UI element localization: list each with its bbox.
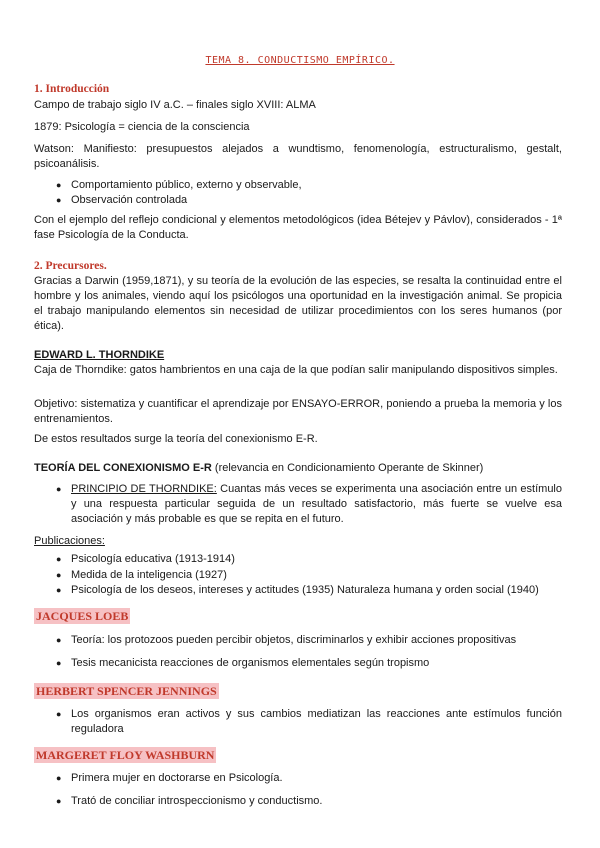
thorndike-caja: Caja de Thorndike: gatos hambrientos en una caja de la que podían salir manipulando dispositivos simples. <box>34 364 558 376</box>
loeb-heading: JACQUES LOEB <box>36 609 129 623</box>
thorndike-resultados: De estos resultados surge la teoría del conexionismo E-R. <box>34 433 318 445</box>
bullet-dot: ● <box>56 773 62 783</box>
document-title: TEMA 8. CONDUCTISMO EMPÍRICO. <box>205 55 395 66</box>
washburn-heading-block <box>34 747 562 764</box>
conexionismo-title: TEORÍA DEL CONEXIONISMO E-R <box>34 462 212 474</box>
intro-closing-paragraph: Con el ejemplo del reflejo condicional y elementos metodológicos (idea Bétejev y Pávlov), considerados - 1ª fase Psicología de la Conducta. <box>34 214 562 241</box>
bullet-dot: ● <box>56 635 62 645</box>
section-heading-introduccion: 1. Introducción <box>34 83 110 95</box>
publicacion-item: Psicología educativa (1913-1914) <box>71 553 235 565</box>
precursores-paragraph: Gracias a Darwin (1959,1871), y su teoría de la evolución de las especies, se resalta la continuidad entre el hombre y los animales, viendo aquí los psicólogos una oportunidad en la investigación animal. Se propicia el trabajo manipulando elementos sin necesidad de utilizar procedimientos con los seres humanos (por ética). <box>34 275 562 332</box>
loeb-bullet-item: Tesis mecanicista reacciones de organismos elementales según tropismo <box>71 657 430 669</box>
bullet-dot: ● <box>56 796 62 806</box>
publicacion-item: Medida de la inteligencia (1927) <box>71 569 227 581</box>
jennings-heading-block <box>34 683 562 700</box>
intro-line-campo: Campo de trabajo siglo IV a.C. – finales siglo XVIII: ALMA <box>34 99 316 111</box>
thorndike-objetivo: Objetivo: sistematiza y cuantificar el aprendizaje por ENSAYO-ERROR, poniendo a prueba la memoria y los entrenamientos. <box>34 398 562 425</box>
washburn-bullet-item: Primera mujer en doctorarse en Psicología. <box>71 772 283 784</box>
bullet-dot: ● <box>56 180 62 190</box>
thorndike-heading: EDWARD L. THORNDIKE <box>34 349 165 361</box>
bullet-dot: ● <box>56 658 62 668</box>
bullet-dot: ● <box>56 195 62 205</box>
intro-bullet-item: Observación controlada <box>71 194 188 206</box>
bullet-dot: ● <box>56 554 62 564</box>
principio-thorndike <box>71 482 562 527</box>
washburn-heading: MARGERET FLOY WASHBURN <box>36 748 215 762</box>
intro-line-1879: 1879: Psicología = ciencia de la consciencia <box>34 121 250 133</box>
bullet-dot: ● <box>56 709 62 719</box>
loeb-bullet-item: Teoría: los protozoos pueden percibir objetos, discriminarlos y exhibir acciones propositivas <box>71 634 517 646</box>
section-heading-precursores: 2. Precursores. <box>34 260 107 272</box>
conexionismo-note: (relevancia en Condicionamiento Operante de Skinner) <box>211 462 484 474</box>
jennings-heading: HERBERT SPENCER JENNINGS <box>36 684 217 698</box>
bullet-dot: ● <box>56 570 62 580</box>
intro-bullet-item: Comportamiento público, externo y observable, <box>71 179 302 191</box>
conexionismo-line <box>34 461 562 476</box>
bullet-dot: ● <box>56 484 62 494</box>
principio-label: PRINCIPIO DE THORNDIKE: <box>71 483 217 495</box>
publicacion-item: Psicología de los deseos, intereses y actitudes (1935) Naturaleza humana y orden social (1940) <box>71 584 539 596</box>
washburn-bullet-item: Trató de conciliar introspeccionismo y conductismo. <box>71 795 323 807</box>
intro-watson-paragraph: Watson: Manifiesto: presupuestos alejados a wundtismo, fenomenología, estructuralismo, gestalt, psicoanálisis. <box>34 143 562 170</box>
bullet-dot: ● <box>56 585 62 595</box>
loeb-heading-block <box>34 608 562 625</box>
publicaciones-label: Publicaciones: <box>34 535 105 547</box>
jennings-bullet-item: Los organismos eran activos y sus cambios mediatizan las reacciones ante estímulos función reguladora <box>71 708 562 735</box>
principio-text: Cuantas más veces se experimenta una asociación entre un estímulo y una respuesta particular seguida de un resultado satisfactorio, más fuerte se vuelve esa asociación y más probable es que se repita en el futuro. <box>71 483 562 525</box>
